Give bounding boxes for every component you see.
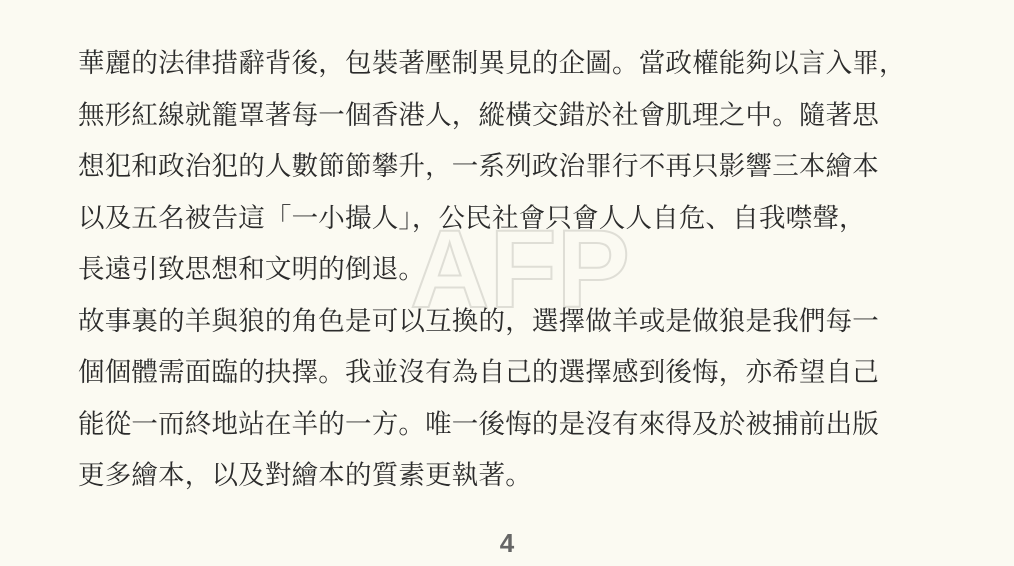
text-line: 更多繪本，以及對繪本的質素更執著。 (78, 460, 532, 491)
watermark-text: AFP (410, 215, 630, 325)
text-line: 能從一而終地站在羊的一方。唯一後悔的是沒有來得及於被捕前出版 (78, 408, 879, 440)
paragraph (78, 38, 958, 296)
page-number: 4 (499, 528, 515, 558)
text-line: 以及五名被告這「一小撮人」，公民社會只會人人自危、自我噤聲， (78, 202, 866, 234)
text-line: 無形紅線就籠罩著每一個香港人，縱橫交錯於社會肌理之中。隨著思 (78, 99, 879, 131)
text-line: 長遠引致思想和文明的倒退。 (78, 254, 426, 285)
text-line: 華麗的法律措辭背後，包裝著壓制異見的企圖。當政權能夠以言入罪， (78, 48, 906, 79)
body-text (78, 38, 958, 502)
paragraph (78, 296, 958, 502)
text-line: 故事裏的羊與狼的角色是可以互換的，選擇做羊或是做狼是我們每一 (78, 305, 879, 337)
text-line: 想犯和政治犯的人數節節攀升，一系列政治罪行不再只影響三本繪本 (78, 151, 879, 182)
text-line: 個個體需面臨的抉擇。我並沒有為自己的選擇感到後悔，亦希望自己 (78, 357, 879, 388)
